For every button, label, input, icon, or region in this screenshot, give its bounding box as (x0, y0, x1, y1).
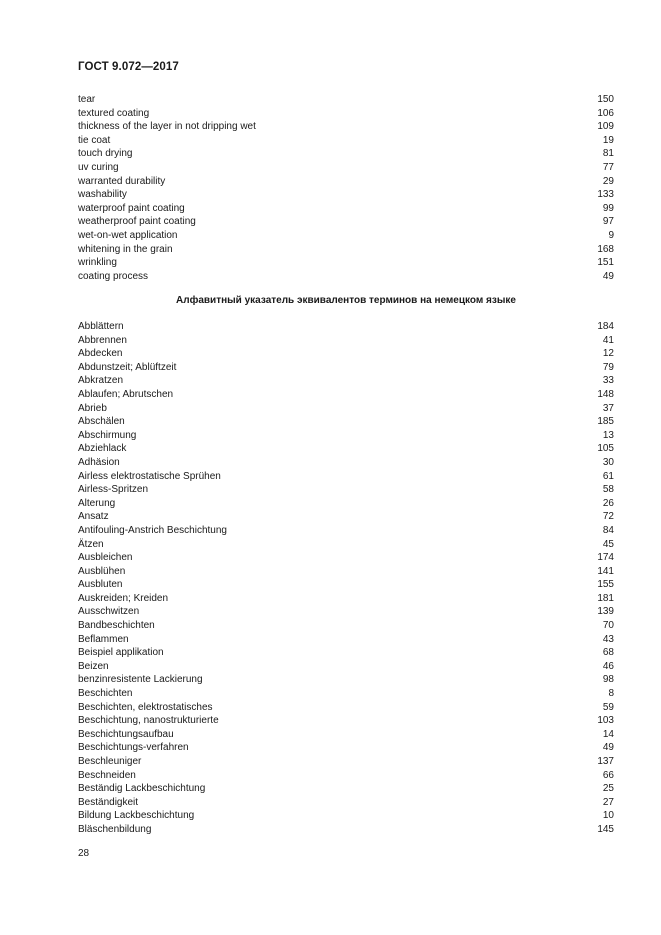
index-entry (78, 442, 614, 456)
index-term: Adhäsion (78, 456, 120, 468)
index-page-ref: 58 (602, 484, 614, 496)
index-entry (78, 215, 614, 229)
index-entry (78, 551, 614, 565)
index-entry (78, 188, 614, 202)
index-page-ref: 148 (597, 388, 614, 400)
index-term: textured coating (78, 107, 150, 119)
index-page-ref: 139 (597, 606, 614, 618)
index-term: Bildung Lackbeschichtung (78, 810, 195, 822)
index-term: wet-on-wet application (78, 229, 178, 241)
index-term: Beizen (78, 660, 109, 672)
index-entry (78, 796, 614, 810)
index-term: Antifouling-Anstrich Beschichtung (78, 524, 227, 536)
index-entry (78, 565, 614, 579)
index-entry (78, 256, 614, 270)
index-term: Abziehlack (78, 443, 127, 455)
index-entry (78, 782, 614, 796)
index-term: Ausbluten (78, 579, 123, 591)
index-page-ref: 184 (597, 321, 614, 332)
index-page-ref: 97 (602, 216, 614, 228)
index-term: Beispiel applikation (78, 647, 164, 659)
index-term: waterproof paint coating (78, 202, 185, 214)
index-page-ref: 27 (602, 796, 614, 808)
index-page-ref: 185 (597, 416, 614, 428)
index-entry (78, 592, 614, 606)
index-page-ref: 84 (602, 524, 614, 536)
index-page-ref: 66 (602, 769, 614, 781)
index-page-ref: 43 (602, 633, 614, 645)
section-title: Алфавитный указатель эквивалентов терминов на немецком языке (176, 295, 516, 306)
index-term: Beschichtungs-verfahren (78, 742, 189, 754)
index-term: Ansatz (78, 511, 109, 523)
index-term: wrinkling (78, 257, 117, 269)
index-term: Ätzen (78, 538, 104, 550)
index-entry (78, 347, 614, 361)
index-entry (78, 646, 614, 660)
index-entry (78, 93, 614, 107)
index-entry (78, 497, 614, 511)
index-entry (78, 388, 614, 402)
index-term: Beschleuniger (78, 756, 142, 767)
index-term: Abschälen (78, 416, 125, 428)
index-term: Beständigkeit (78, 796, 139, 808)
index-term: Ausschwitzen (78, 606, 140, 618)
index-term: Abdunstzeit; Ablüftzeit (78, 361, 177, 373)
index-term: Ausblühen (78, 565, 126, 577)
index-term: Beschichten, elektrostatisches (78, 701, 213, 713)
index-page-ref: 25 (602, 783, 614, 795)
index-entry (78, 175, 614, 189)
index-page-ref: 41 (602, 334, 614, 346)
index-page-ref: 68 (602, 647, 614, 659)
index-term: Abschirmung (78, 429, 137, 441)
index-entry (78, 673, 614, 687)
index-term: Abkratzen (78, 375, 124, 387)
index-entry (78, 483, 614, 497)
index-page-ref: 12 (602, 348, 614, 360)
index-page-ref: 99 (602, 202, 614, 214)
index-term: benzinresistente Lackierung (78, 674, 203, 686)
index-page-ref: 106 (597, 107, 614, 119)
index-page-ref: 33 (602, 375, 614, 387)
index-page-ref: 59 (602, 701, 614, 713)
index-term: Beschichtung, nanostrukturierte (78, 715, 219, 727)
index-term: thickness of the layer in not dripping wet (78, 121, 256, 133)
index-entry (78, 161, 614, 175)
index-term: warranted durability (78, 175, 166, 187)
index-term: washability (78, 189, 127, 201)
index-term: weatherproof paint coating (78, 216, 196, 228)
index-entry (78, 229, 614, 243)
index-page-ref: 174 (597, 552, 614, 564)
index-entry (78, 202, 614, 216)
index-page-ref: 70 (602, 620, 614, 632)
index-page-ref: 103 (597, 715, 614, 727)
index-entry (78, 687, 614, 701)
index-entry (78, 270, 614, 284)
index-term: Beflammen (78, 633, 129, 645)
index-term: Abblättern (78, 321, 124, 332)
index-term: Alterung (78, 497, 116, 509)
index-term: whitening in the grain (78, 243, 173, 255)
index-term: uv curing (78, 161, 119, 173)
index-entry (78, 728, 614, 742)
index-page-ref: 29 (602, 175, 614, 187)
index-entry (78, 633, 614, 647)
index-term: Bandbeschichten (78, 620, 155, 632)
index-entry (78, 538, 614, 552)
index-page-ref: 79 (602, 361, 614, 373)
index-entry (78, 823, 614, 837)
index-page-ref: 151 (597, 257, 614, 269)
german-terms-list (78, 320, 614, 837)
index-entry (78, 415, 614, 429)
index-entry (78, 107, 614, 121)
index-page-ref: 9 (608, 229, 614, 241)
index-entry (78, 755, 614, 769)
index-entry (78, 120, 614, 134)
index-entry (78, 374, 614, 388)
index-page-ref: 30 (602, 456, 614, 468)
index-page-ref: 137 (597, 756, 614, 767)
index-term: tie coat (78, 134, 111, 146)
index-term: touch drying (78, 148, 133, 160)
index-entry (78, 243, 614, 257)
index-page-ref: 155 (597, 579, 614, 591)
index-page-ref: 8 (608, 688, 614, 700)
index-term: Abdecken (78, 348, 123, 360)
index-page-ref: 46 (602, 660, 614, 672)
english-terms-list (78, 93, 614, 283)
index-term: Bläschenbildung (78, 823, 152, 835)
index-page-ref: 26 (602, 497, 614, 509)
index-page-ref: 45 (602, 538, 614, 550)
index-entry (78, 510, 614, 524)
index-page-ref: 19 (602, 134, 614, 146)
index-entry (78, 741, 614, 755)
index-entry (78, 147, 614, 161)
index-entry (78, 524, 614, 538)
index-entry (78, 334, 614, 348)
index-page-ref: 145 (597, 823, 614, 835)
index-entry (78, 578, 614, 592)
index-page-ref: 168 (597, 243, 614, 255)
index-page-ref: 61 (602, 470, 614, 482)
index-page-ref: 77 (602, 161, 614, 173)
index-term: Airless-Spritzen (78, 484, 149, 496)
index-page-ref: 181 (597, 592, 614, 604)
index-entry (78, 769, 614, 783)
index-entry (78, 619, 614, 633)
index-entry (78, 456, 614, 470)
index-entry (78, 361, 614, 375)
index-term: Beschneiden (78, 769, 136, 781)
index-entry (78, 402, 614, 416)
index-page-ref: 13 (602, 429, 614, 441)
index-entry (78, 714, 614, 728)
index-page-ref: 105 (597, 443, 614, 455)
index-page-ref: 37 (602, 402, 614, 414)
index-page-ref: 133 (597, 189, 614, 201)
index-page-ref: 49 (602, 742, 614, 754)
page-number: 28 (78, 848, 90, 859)
index-term: coating process (78, 270, 149, 282)
index-term: tear (78, 94, 96, 105)
index-term: Abrieb (78, 402, 107, 414)
index-term: Ausbleichen (78, 552, 133, 564)
index-term: Beständig Lackbeschichtung (78, 783, 206, 795)
index-entry (78, 429, 614, 443)
index-page-ref: 10 (602, 810, 614, 822)
index-term: Abbrennen (78, 334, 127, 346)
index-page-ref: 49 (602, 270, 614, 282)
index-term: Beschichten (78, 688, 133, 700)
index-page-ref: 150 (597, 94, 614, 105)
index-page-ref: 81 (602, 148, 614, 160)
index-entry (78, 605, 614, 619)
index-term: Airless elektrostatische Sprühen (78, 470, 221, 482)
index-term: Ablaufen; Abrutschen (78, 388, 174, 400)
index-term: Beschichtungsaufbau (78, 728, 174, 740)
index-entry (78, 470, 614, 484)
index-term: Auskreiden; Kreiden (78, 592, 169, 604)
index-page-ref: 141 (597, 565, 614, 577)
index-page-ref: 98 (602, 674, 614, 686)
index-page-ref: 109 (597, 121, 614, 133)
index-entry (78, 134, 614, 148)
index-page-ref: 14 (602, 728, 614, 740)
index-entry (78, 660, 614, 674)
index-entry (78, 320, 614, 334)
index-entry (78, 809, 614, 823)
document-header: ГОСТ 9.072—2017 (78, 61, 179, 73)
index-page-ref: 72 (602, 511, 614, 523)
index-entry (78, 701, 614, 715)
